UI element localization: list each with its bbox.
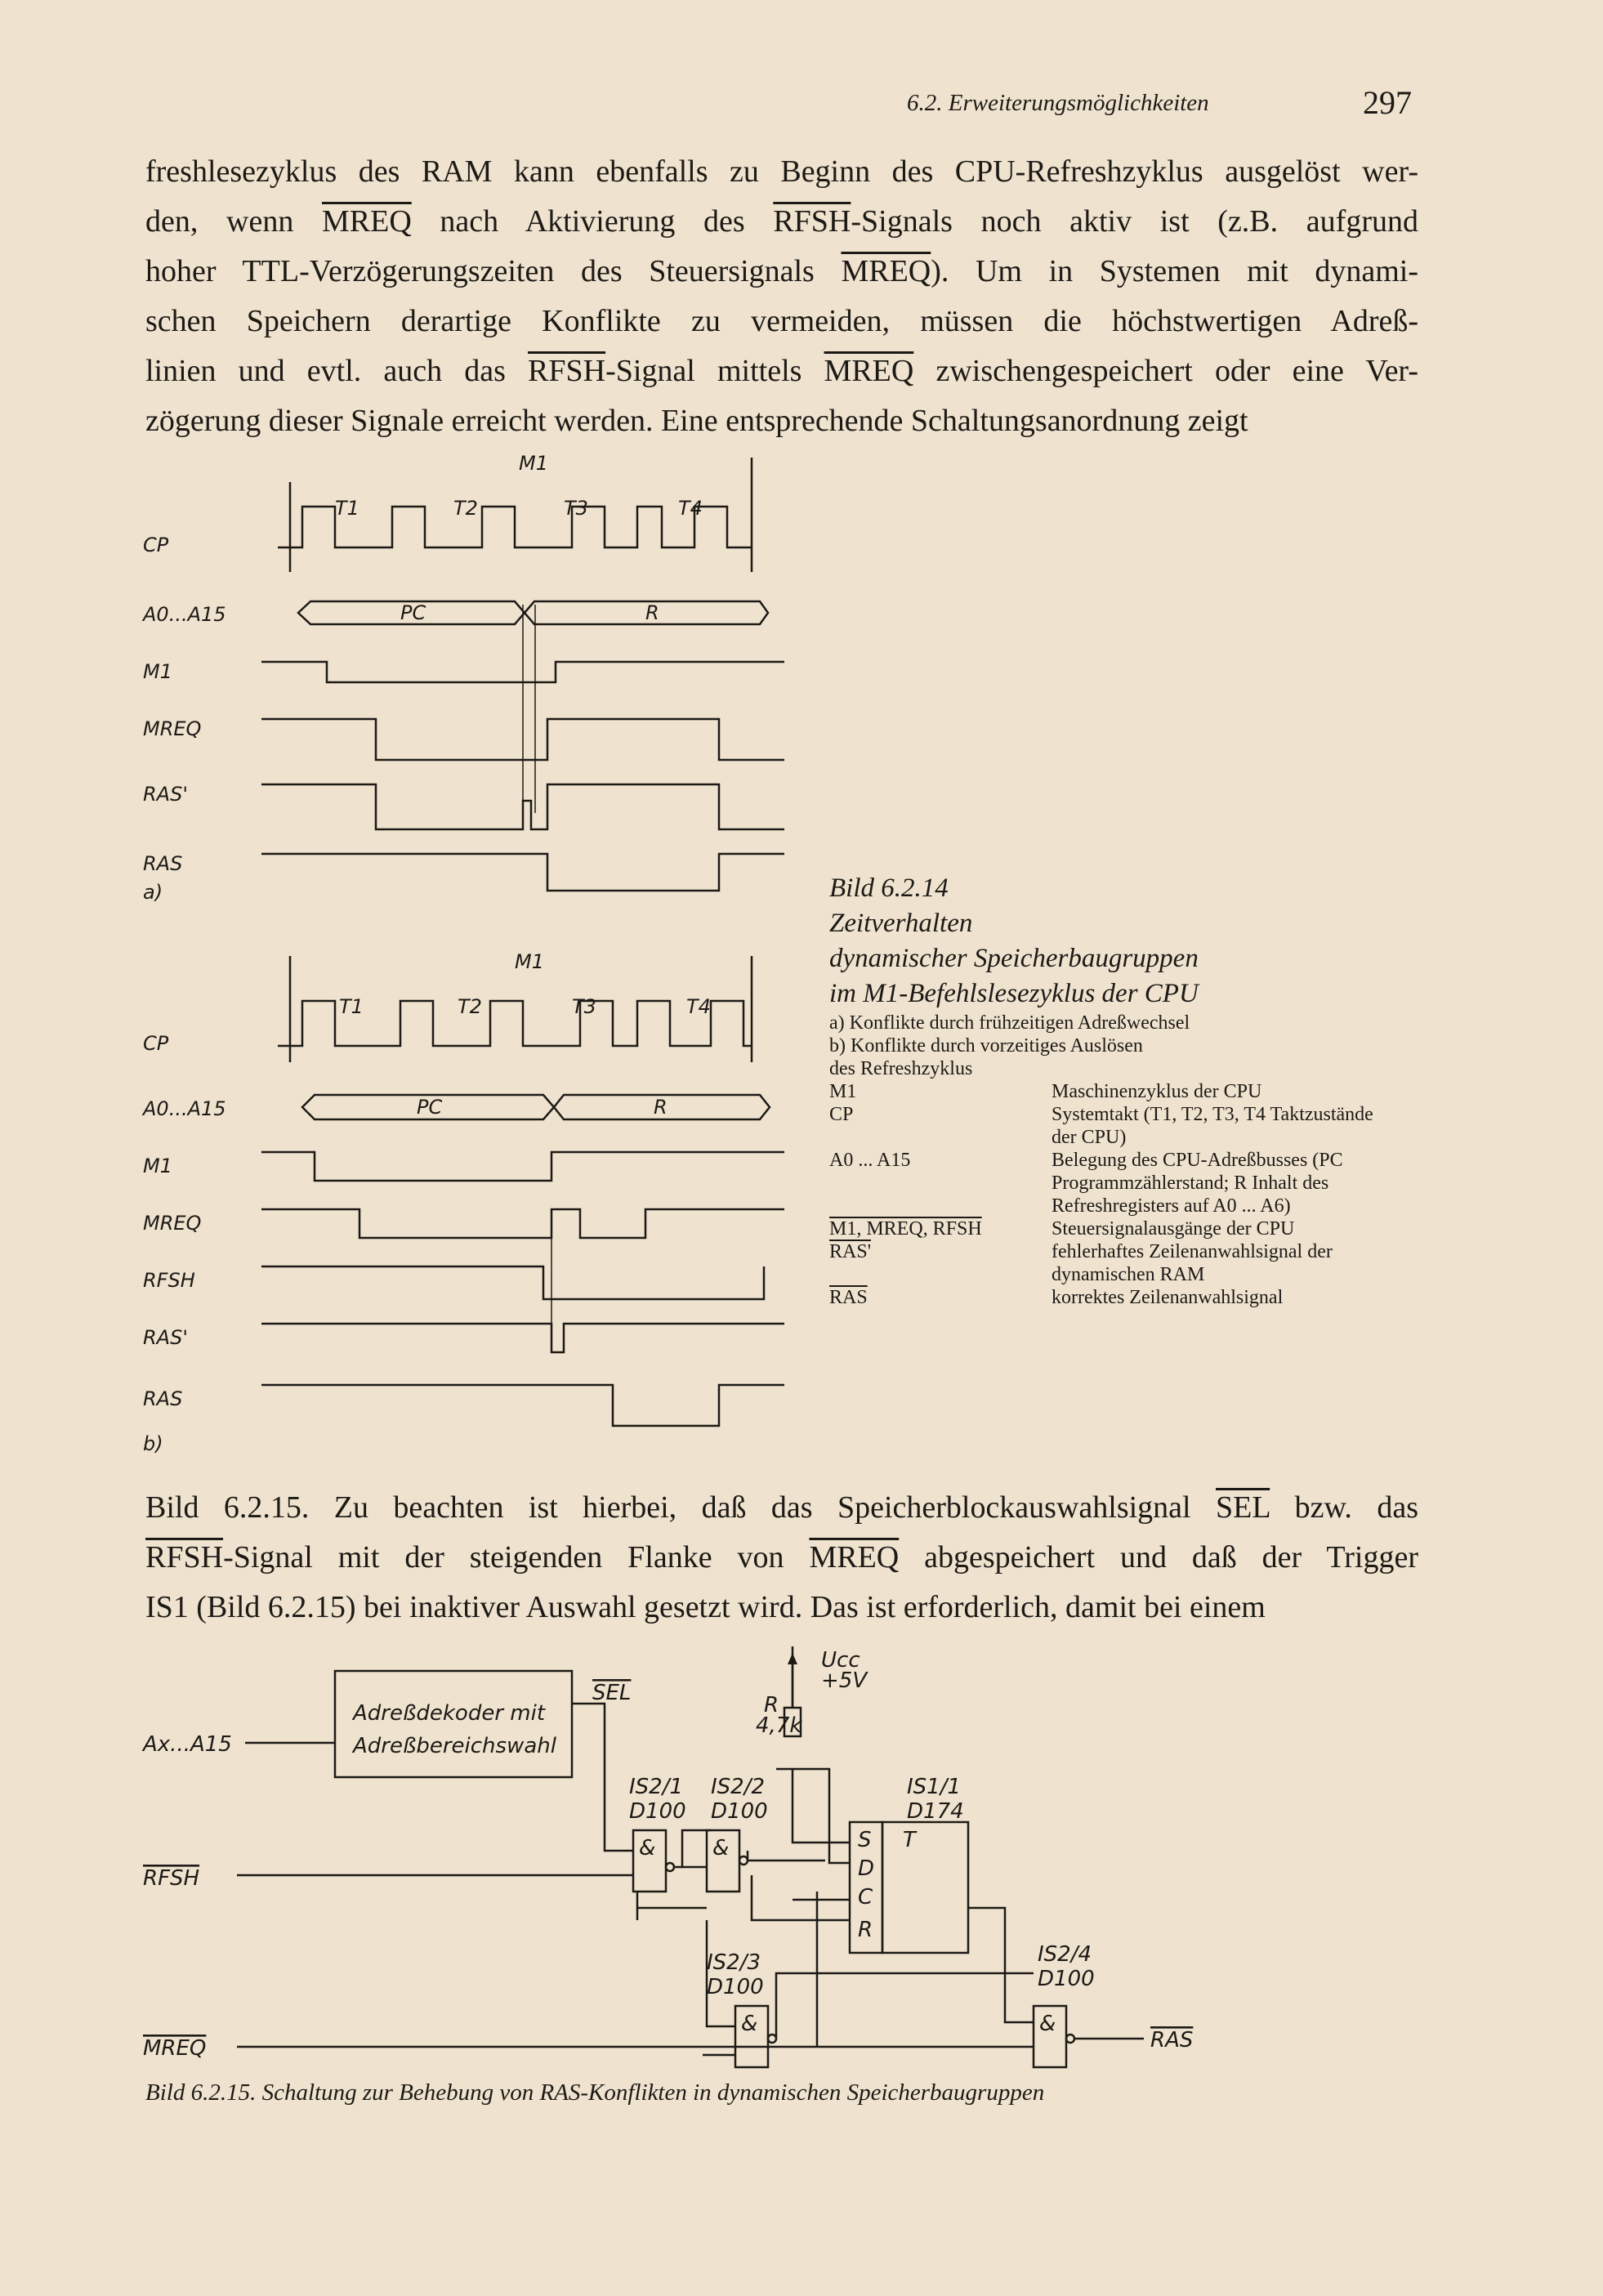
state-t3-a: T3 — [564, 497, 588, 520]
panel-label-a: a) — [143, 881, 163, 904]
gate-is2-2-id: IS2/2 — [711, 1775, 766, 1799]
gate-is2-1-symbol: & — [639, 1836, 656, 1860]
gate-is2-4-id: IS2/4 — [1038, 1942, 1092, 1967]
gate-is2-4-type: D100 — [1038, 1967, 1095, 1991]
signal-cp-a: CP — [143, 534, 169, 556]
paragraph-2 — [145, 1483, 1418, 1633]
resistor-label: R — [764, 1693, 779, 1718]
text-line: den, wenn MREQ nach Aktivierung des RFSH-Signals noch aktiv ist (z.B. aufgrund — [145, 204, 1418, 239]
gate-is2-4-symbol: & — [1039, 2012, 1056, 2036]
timing-diagram-b — [139, 940, 793, 1463]
figure-6-2-15-caption: Bild 6.2.15. Schaltung zur Behebung von RAS-Konflikten in dynamischen Speicherbaugruppen — [145, 2079, 1045, 2106]
gate-is2-3-type: D100 — [707, 1975, 764, 1999]
signal-m1-a: M1 — [143, 660, 172, 683]
bus-label-pc-b: PC — [417, 1096, 443, 1119]
gate-is2-1-id: IS2/1 — [629, 1775, 684, 1799]
flipflop-pin-d: D — [858, 1856, 875, 1881]
input-mreq: MREQ — [143, 2036, 207, 2061]
vcc-label: Ucc — [821, 1648, 860, 1673]
state-t2-a: T2 — [453, 497, 478, 520]
gate-is2-3-symbol: & — [741, 2012, 758, 2036]
resistor-value: 4,7k — [756, 1713, 802, 1738]
state-t3-b: T3 — [572, 995, 596, 1018]
decoder-line-2: Adreßbereichswahl — [353, 1734, 556, 1758]
signal-ras-a: RAS — [143, 852, 183, 875]
flipflop-pin-c: C — [858, 1885, 873, 1910]
figure-number: Bild 6.2.14 — [829, 873, 949, 903]
signal-mreq-b: MREQ — [143, 1212, 202, 1235]
page-number: 297 — [1363, 84, 1412, 121]
flipflop-id: IS1/1 — [907, 1775, 962, 1799]
paragraph-1 — [145, 147, 1418, 446]
signal-cp-b: CP — [143, 1032, 169, 1055]
text-line: zögerung dieser Signale erreicht werden. Eine entsprechende Schaltungsanordnung zeigt — [145, 404, 1248, 438]
figure-6-2-14-caption: Bild 6.2.14 Zeitverhalten dynamischer Speicherbaugruppen im M1-Befehlslesezyklus der CPU — [829, 871, 1199, 1012]
timing-diagram-a — [139, 441, 793, 907]
flipflop-symbol: T — [903, 1828, 916, 1852]
decoder-line-1: Adreßdekoder mit — [353, 1701, 546, 1726]
text-line: RFSH-Signal mit der steigenden Flanke von MREQ abgespeichert und daß der Trigger — [145, 1540, 1418, 1575]
bus-label-r-a: R — [645, 601, 659, 624]
signal-m1-b: M1 — [143, 1155, 172, 1177]
text-line: Bild 6.2.15. Zu beachten ist hierbei, daß das Speicherblockauswahlsignal $\overline{SEL}$ bzw. das — [145, 1490, 1418, 1525]
gate-is2-2-symbol: & — [712, 1836, 730, 1860]
signal-ras-prime-a: RAS' — [143, 783, 188, 806]
circuit-diagram — [139, 1646, 1201, 2071]
signal-ras-prime-b: RAS' — [143, 1326, 188, 1349]
state-t1-a: T1 — [335, 497, 359, 520]
input-address: Ax...A15 — [143, 1732, 232, 1757]
bus-label-pc-a: PC — [400, 601, 426, 624]
cycle-label-m1-b: M1 — [515, 950, 544, 973]
cycle-label-m1-a: M1 — [519, 452, 548, 475]
signal-addr-b: A0...A15 — [143, 1097, 226, 1120]
text-line: freshlesezyklus des RAM kann ebenfalls zu Beginn des CPU-Refreshzyklus ausgelöst wer- — [145, 154, 1418, 189]
signal-addr-a: A0...A15 — [143, 603, 226, 626]
output-ras: RAS — [1150, 2028, 1194, 2053]
text-line: schen Speichern derartige Konflikte zu vermeiden, müssen die höchstwertigen Adreß- — [145, 304, 1418, 338]
text-line: IS1 (Bild 6.2.15) bei inaktiver Auswahl gesetzt wird. Das ist erforderlich, damit bei einem — [145, 1590, 1266, 1624]
vcc-value: +5V — [821, 1668, 868, 1693]
signal-mreq-a: MREQ — [143, 717, 202, 740]
signal-ras-b: RAS — [143, 1387, 183, 1410]
panel-label-b: b) — [143, 1432, 163, 1455]
sel-label: SEL — [592, 1681, 632, 1705]
gate-is2-2-type: D100 — [711, 1799, 768, 1824]
flipflop-pin-s: S — [858, 1828, 872, 1852]
state-t1-b: T1 — [339, 995, 364, 1018]
state-t4-b: T4 — [686, 995, 711, 1018]
state-t4-a: T4 — [678, 497, 703, 520]
input-rfsh: RFSH — [143, 1866, 200, 1891]
text-line: linien und evtl. auch das RFSH-Signal mittels MREQ zwischengespeichert oder eine Ver- — [145, 354, 1418, 388]
flipflop-pin-r: R — [858, 1918, 873, 1942]
state-t2-b: T2 — [458, 995, 482, 1018]
gate-is2-3-id: IS2/3 — [707, 1950, 761, 1975]
flipflop-type: D174 — [907, 1799, 964, 1824]
bus-label-r-b: R — [654, 1096, 668, 1119]
figure-legend: a) Konflikte durch frühzeitigen Adreßwechsel b) Konflikte durch vorzeitiges Auslösen des Refreshzyklus M1 Maschinenzyklus der CPU CP Systemtakt (T1, T2, T3, T4 Taktzustände der CPU) A0 ... A15 Belegung des CPU-Adreßbusses (PC Programmzählerstand; R Inhalt des Refreshregisters auf A0 ... A6) M1, MREQ, RFSH Steuersignalausgänge der CPU RAS' fehlerhaftes Zeilenanwahlsignal der dynamischen RAM $\overline{RAS}$ korrektes Zeilenanwahlsignal — [829, 1012, 1373, 1308]
gate-is2-1-type: D100 — [629, 1799, 686, 1824]
running-title: 6.2. Erweiterungsmöglichkeiten — [907, 90, 1209, 116]
text-line: hoher TTL-Verzögerungszeiten des Steuersignals MREQ). Um in Systemen mit dynami- — [145, 254, 1418, 288]
signal-rfsh-b: RFSH — [143, 1269, 195, 1292]
